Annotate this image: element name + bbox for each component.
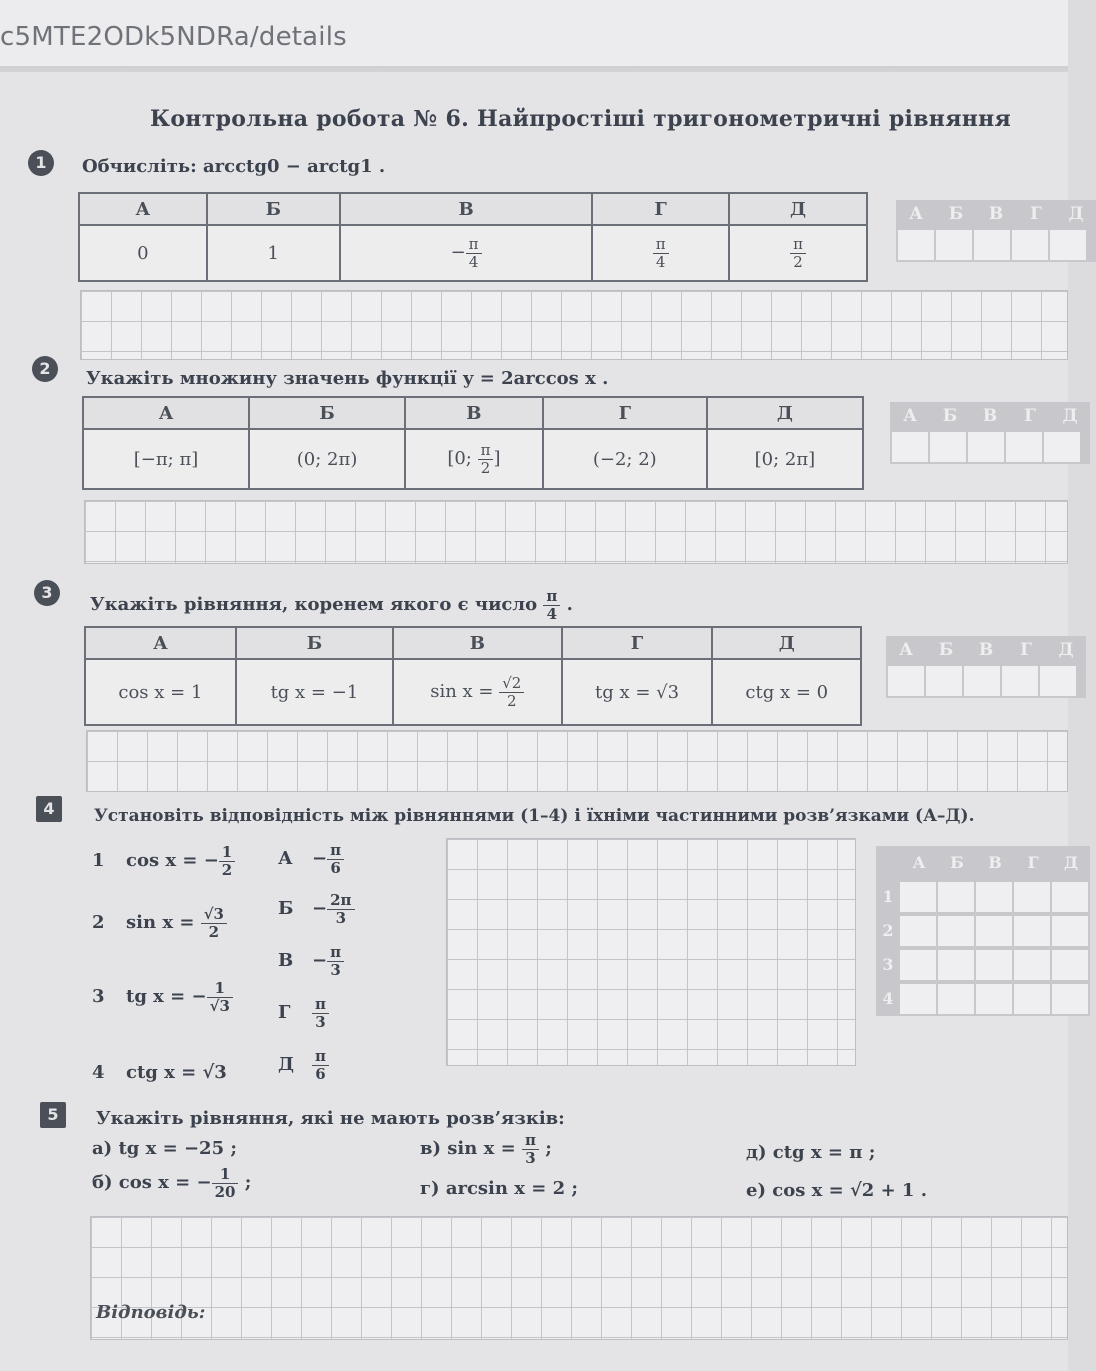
- option-value: [0; $\frac{\pi}{2}$ ]: [405, 429, 543, 489]
- option-value: 0: [79, 225, 207, 281]
- option-letter: Б: [207, 193, 340, 225]
- question-3-answer-box[interactable]: А Б В Г Д: [886, 636, 1086, 698]
- browser-address-bar[interactable]: [0, 0, 1068, 67]
- work-grid-3[interactable]: [86, 730, 1068, 792]
- question-2-options-table: [82, 396, 864, 490]
- item-g: г) arcsin x = 2 ;: [420, 1178, 579, 1199]
- option-value: $\frac{\pi}{2}$: [729, 225, 867, 281]
- option-value: tg x = √3: [562, 659, 713, 725]
- question-4-answer-grid[interactable]: А Б В Г Д 1 2 3 4: [876, 846, 1090, 1016]
- option-letter: Б: [249, 397, 405, 429]
- work-grid-4[interactable]: [446, 838, 856, 1066]
- option-value: − $\frac{\pi}{4}$: [340, 225, 592, 281]
- question-3-text: Укажіть рівняння, коренем якого є число $\frac{\pi}{4}$ .: [90, 587, 573, 623]
- option-letter: Б: [236, 627, 393, 659]
- question-1-number: 1: [28, 150, 54, 176]
- option-letter: А: [85, 627, 236, 659]
- solution-d: Г $\frac{\pi}{3}$: [278, 996, 329, 1030]
- work-grid-2[interactable]: [84, 500, 1068, 564]
- question-4-number: 4: [36, 796, 62, 822]
- item-b: б) cos x = − $\frac{1}{20}$ ;: [92, 1165, 252, 1201]
- solution-c: В − $\frac{\pi}{3}$: [278, 944, 344, 978]
- question-3-number: 3: [34, 580, 60, 606]
- option-letter: В: [393, 627, 562, 659]
- equation-4: 4 ctg x = √3: [92, 1062, 227, 1083]
- option-letter: Г: [543, 397, 707, 429]
- option-letter: Д: [712, 627, 861, 659]
- question-4-text: Установіть відповідність між рівняннями (1–4) і їхніми частинними розв’язками (А–Д).: [94, 806, 975, 826]
- option-letter: Г: [592, 193, 729, 225]
- option-value: sin x = $\frac{√2}{2}$: [393, 659, 562, 725]
- item-a: а) tg x = −25 ;: [92, 1138, 238, 1159]
- question-5-number: 5: [40, 1102, 66, 1128]
- question-1-text: Обчисліть: arcctg0 − arctg1 .: [82, 156, 386, 177]
- equation-2: 2 sin x = $\frac{√3}{2}$: [92, 906, 227, 940]
- option-letter: Г: [562, 627, 713, 659]
- solution-e: Д $\frac{\pi}{6}$: [278, 1048, 329, 1082]
- question-1-options-table: [78, 192, 868, 282]
- option-value: tg x = −1: [236, 659, 393, 725]
- item-v: в) sin x = $\frac{\pi}{3}$ ;: [420, 1131, 552, 1167]
- question-1-answer-box[interactable]: А Б В Г Д: [896, 200, 1096, 262]
- question-2-answer-box[interactable]: А Б В Г Д: [890, 402, 1090, 464]
- item-d: д) ctg x = π ;: [746, 1142, 876, 1163]
- option-value: [0; 2π]: [707, 429, 863, 489]
- option-value: 1: [207, 225, 340, 281]
- option-value: (0; 2π): [249, 429, 405, 489]
- option-value: cos x = 1: [85, 659, 236, 725]
- option-letter: В: [340, 193, 592, 225]
- option-value: [−π; π]: [83, 429, 249, 489]
- solution-a: А − $\frac{\pi}{6}$: [278, 842, 344, 876]
- answer-grid-5[interactable]: [90, 1216, 1068, 1340]
- question-3-options-table: [84, 626, 862, 726]
- option-letter: А: [83, 397, 249, 429]
- answer-label: Відповідь:: [96, 1302, 206, 1323]
- option-letter: Д: [729, 193, 867, 225]
- option-value: (−2; 2): [543, 429, 707, 489]
- item-e: е) cos x = √2 + 1 .: [746, 1180, 927, 1201]
- url-text: c5MTE2ODk5NDRa/details: [0, 22, 347, 52]
- solution-b: Б − $\frac{2\pi}{3}$: [278, 892, 355, 926]
- option-letter: В: [405, 397, 543, 429]
- work-grid-1[interactable]: [80, 290, 1068, 360]
- equation-3: 3 tg x = − $\frac{1}{√3}$: [92, 980, 233, 1014]
- question-2-text: Укажіть множину значень функції y = 2arccos x .: [86, 368, 609, 389]
- option-letter: А: [79, 193, 207, 225]
- question-5-text: Укажіть рівняння, які не мають розв’язків:: [96, 1108, 565, 1129]
- option-value: ctg x = 0: [712, 659, 861, 725]
- page-title: Контрольна робота № 6. Найпростіші тригонометричні рівняння: [150, 106, 1012, 132]
- equation-1: 1 cos x = − $\frac{1}{2}$: [92, 844, 235, 878]
- option-value: $\frac{\pi}{4}$: [592, 225, 729, 281]
- question-2-number: 2: [32, 356, 58, 382]
- option-letter: Д: [707, 397, 863, 429]
